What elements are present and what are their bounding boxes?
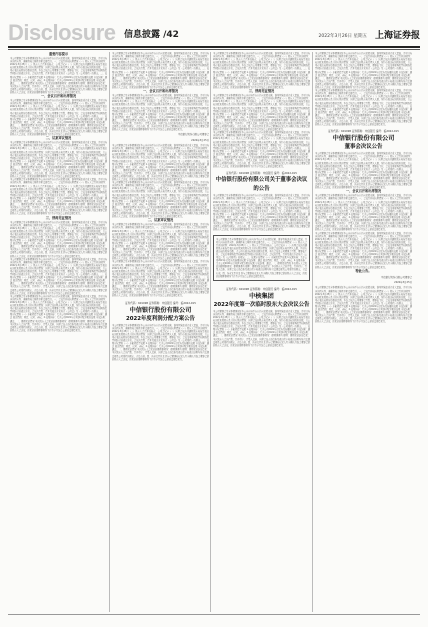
article-text: 本公司董事会及全体董事保证本公告内容不存在任何虚假记载、误导性陈述或者重大遗漏，并对其内容的真实性、准确性和完整性承担法律责任。一、会议召开和出席情况（一）股东大会召开的时间：2022年3月25日（二）股东大会召开的地点：公司会议室（三）出席会议的普通股股东和恢复表决权的优先股股东及其持有股份情况：出席会议的股东和代理人人数，所持有表决权的股份总数，占公司有表决权股份总数的比例。本次会议由公司董事会召集，董事长主持，会议采用现场投票和网络投票相结合的表决方式。会议的召集、召开及表决方式符合《公司法》及《公司章程》的规定。二、议案审议情况（一）非累积投票议案 1.议案名称：关于公司2021年度报告及摘要的议案 审议结果：通过 表决情况：同意、反对、弃权。2.议案名称：关于公司2021年度利润分配方案的议案 审议结果：通过。三、律师见证情况 本次股东大会见证的律师事务所：律师事务所 律师：律师见证结论意见：本次股东大会的召集、召开程序、召集人资格、出席会议人员资格及表决程序和表决结果均符合法律法规及公司章程的规定，合法有效。四、备查文件目录 经与会董事和记录人签字确认并加盖董事会章的股东大会决议；经见证的律师事务所主任签字并加盖公章的法律意见书。 bbox=[315, 89, 412, 127]
column-divider bbox=[109, 52, 110, 612]
section-heading: 三、律师见证情况 bbox=[248, 89, 275, 94]
announcement-code: 证券代码：601998 证券简称：中信银行 编号：临2022-015 bbox=[226, 172, 297, 176]
notice-box bbox=[213, 235, 310, 281]
article-text: 本公司董事会及全体董事保证本公告内容不存在任何虚假记载、误导性陈述或者重大遗漏，并对其内容的真实性、准确性和完整性承担法律责任。一、会议召开和出席情况（一）股东大会召开的时间：2022年3月25日（二）股东大会召开的地点：公司会议室（三）出席会议的普通股股东和恢复表决权的优先股股东及其持有股份情况：出席会议的股东和代理人人数，所持有表决权的股份总数，占公司有表决权股份总数的比例。本次会议由公司董事会召集，董事长主持，会议采用现场投票和网络投票相结合的表决方式。会议的召集、召开及表决方式符合《公司法》及《公司章程》的规定。二、议案审议情况（一）非累积投票议案 1.议案名称：关于公司2021年度报告及摘要的议案 审议结果：通过 表决情况：同意、反对、弃权。2.议案名称：关于公司2021年度利润分配方案的议案 审议结果：通过。三、律师见证情况 本次股东大会见证的律师事务所：律师事务所 律师：律师见证结论意见：本次股东大会的召集、召开程序、召集人资格、出席会议人员资格及表决程序和表决结果均符合法律法规及公司章程的规定，合法有效。四、备查文件目录 经与会董事和记录人签字确认并加盖董事会章的股东大会决议；经见证的律师事务所主任签字并加盖公章的法律意见书。 bbox=[315, 52, 412, 90]
masthead-rule-thin bbox=[8, 49, 420, 50]
column-4 bbox=[315, 52, 412, 612]
article-text: 本公司董事会及全体董事保证本公告内容不存在任何虚假记载、误导性陈述或者重大遗漏，并对其内容的真实性、准确性和完整性承担法律责任。一、会议召开和出席情况（一）股东大会召开的时间：2022年3月25日（二）股东大会召开的地点：公司会议室（三）出席会议的普通股股东和恢复表决权的优先股股东及其持有股份情况：出席会议的股东和代理人人数，所持有表决权的股份总数，占公司有表决权股份总数的比例。本次会议由公司董事会召集，董事长主持，会议采用现场投票和网络投票相结合的表决方式。会议的召集、召开及表决方式符合《公司法》及《公司章程》的规定。二、议案审议情况（一）非累积投票议案 1.议案名称：关于公司2021年度报告及摘要的议案 审议结果：通过 表决情况：同意、反对、弃权。2.议案名称：关于公司2021年度利润分配方案的议案 审议结果：通过。三、律师见证情况 本次股东大会见证的律师事务所：律师事务所 律师：律师见证结论意见：本次股东大会的召集、召开程序、召集人资格、出席会议人员资格及表决程序和表决结果均符合法律法规及公司章程的规定，合法有效。四、备查文件目录 经与会董事和记录人签字确认并加盖董事会章的股东大会决议；经见证的律师事务所主任签字并加盖公章的法律意见书。 bbox=[213, 94, 310, 132]
issue-date: 2022年3月26日 星期五 bbox=[318, 34, 367, 39]
article-text: 本公司董事会及全体董事保证本公告内容不存在任何虚假记载、误导性陈述或者重大遗漏，并对其内容的真实性、准确性和完整性承担法律责任。一、会议召开和出席情况（一）股东大会召开的时间：2022年3月25日（二）股东大会召开的地点：公司会议室（三）出席会议的普通股股东和恢复表决权的优先股股东及其持有股份情况：出席会议的股东和代理人人数，所持有表决权的股份总数，占公司有表决权股份总数的比例。本次会议由公司董事会召集，董事长主持，会议采用现场投票和网络投票相结合的表决方式。会议的召集、召开及表决方式符合《公司法》及《公司章程》的规定。二、议案审议情况（一）非累积投票议案 1.议案名称：关于公司2021年度报告及摘要的议案 审议结果：通过 表决情况：同意、反对、弃权。2.议案名称：关于公司2021年度利润分配方案的议案 审议结果：通过。三、律师见证情况 本次股东大会见证的律师事务所：律师事务所 律师：律师见证结论意见：本次股东大会的召集、召开程序、召集人资格、出席会议人员资格及表决程序和表决结果均符合法律法规及公司章程的规定，合法有效。四、备查文件目录 经与会董事和记录人签字确认并加盖董事会章的股东大会决议；经见证的律师事务所主任签字并加盖公章的法律意见书。 bbox=[315, 231, 412, 269]
article-text: 本公司董事会及全体董事保证本公告内容不存在任何虚假记载、误导性陈述或者重大遗漏，并对其内容的真实性、准确性和完整性承担法律责任。一、会议召开和出席情况（一）股东大会召开的时间：2022年3月25日（二）股东大会召开的地点：公司会议室（三）出席会议的普通股股东和恢复表决权的优先股股东及其持有股份情况：出席会议的股东和代理人人数，所持有表决权的股份总数，占公司有表决权股份总数的比例。本次会议由公司董事会召集，董事长主持，会议采用现场投票和网络投票相结合的表决方式。会议的召集、召开及表决方式符合《公司法》及《公司章程》的规定。二、议案审议情况（一）非累积投票议案 1.议案名称：关于公司2021年度报告及摘要的议案 审议结果：通过 表决情况：同意、反对、弃权。2.议案名称：关于公司2021年度利润分配方案的议案 审议结果：通过。三、律师见证情况 本次股东大会见证的律师事务所：律师事务所 律师：律师见证结论意见：本次股东大会的召集、召开程序、召集人资格、出席会议人员资格及表决程序和表决结果均符合法律法规及公司章程的规定，合法有效。四、备查文件目录 经与会董事和记录人签字确认并加盖董事会章的股东大会决议；经见证的律师事务所主任签字并加盖公章的法律意见书。 bbox=[10, 178, 107, 216]
article-text: 本公司董事会及全体董事保证本公告内容不存在任何虚假记载、误导性陈述或者重大遗漏，并对其内容的真实性、准确性和完整性承担法律责任。一、会议召开和出席情况（一）股东大会召开的时间：2022年3月25日（二）股东大会召开的地点：公司会议室（三）出席会议的普通股股东和恢复表决权的优先股股东及其持有股份情况：出席会议的股东和代理人人数，所持有表决权的股份总数，占公司有表决权股份总数的比例。本次会议由公司董事会召集，董事长主持，会议采用现场投票和网络投票相结合的表决方式。会议的召集、召开及表决方式符合《公司法》及《公司章程》的规定。二、议案审议情况（一）非累积投票议案 1.议案名称：关于公司2021年度报告及摘要的议案 审议结果：通过 表决情况：同意、反对、弃权。2.议案名称：关于公司2021年度利润分配方案的议案 审议结果：通过。三、律师见证情况 本次股东大会见证的律师事务所：律师事务所 律师：律师见证结论意见：本次股东大会的召集、召开程序、召集人资格、出席会议人员资格及表决程序和表决结果均符合法律法规及公司章程的规定，合法有效。四、备查文件目录 经与会董事和记录人签字确认并加盖董事会章的股东大会决议；经见证的律师事务所主任签字并加盖公章的法律意见书。 bbox=[112, 223, 209, 261]
announcement-code: 证券代码：601998 证券简称：中信银行 编号：临2022-015 bbox=[226, 287, 297, 291]
column-1 bbox=[10, 52, 107, 612]
article-text: 本公司董事会及全体董事保证本公告内容不存在任何虚假记载、误导性陈述或者重大遗漏，并对其内容的真实性、准确性和完整性承担法律责任。一、会议召开和出席情况（一）股东大会召开的时间：2022年3月25日（二）股东大会召开的地点：公司会议室（三）出席会议的普通股股东和恢复表决权的优先股股东及其持有股份情况：出席会议的股东和代理人人数，所持有表决权的股份总数，占公司有表决权股份总数的比例。本次会议由公司董事会召集，董事长主持，会议采用现场投票和网络投票相结合的表决方式。会议的召集、召开及表决方式符合《公司法》及《公司章程》的规定。二、议案审议情况（一）非累积投票议案 1.议案名称：关于公司2021年度报告及摘要的议案 审议结果：通过 表决情况：同意、反对、弃权。2.议案名称：关于公司2021年度利润分配方案的议案 审议结果：通过。三、律师见证情况 本次股东大会见证的律师事务所：律师事务所 律师：律师见证结论意见：本次股东大会的召集、召开程序、召集人资格、出席会议人员资格及表决程序和表决结果均符合法律法规及公司章程的规定，合法有效。四、备查文件目录 经与会董事和记录人签字确认并加盖董事会章的股东大会决议；经见证的律师事务所主任签字并加盖公章的法律意见书。 bbox=[315, 152, 412, 190]
article-text: 本公司董事会及全体董事保证本公告内容不存在任何虚假记载、误导性陈述或者重大遗漏，并对其内容的真实性、准确性和完整性承担法律责任。一、会议召开和出席情况（一）股东大会召开的时间：2022年3月25日（二）股东大会召开的地点：公司会议室（三）出席会议的普通股股东和恢复表决权的优先股股东及其持有股份情况：出席会议的股东和代理人人数，所持有表决权的股份总数，占公司有表决权股份总数的比例。本次会议由公司董事会召集，董事长主持，会议采用现场投票和网络投票相结合的表决方式。会议的召集、召开及表决方式符合《公司法》及《公司章程》的规定。二、议案审议情况（一）非累积投票议案 1.议案名称：关于公司2021年度报告及摘要的议案 审议结果：通过 表决情况：同意、反对、弃权。2.议案名称：关于公司2021年度利润分配方案的议案 审议结果：通过。三、律师见证情况 本次股东大会见证的律师事务所：律师事务所 律师：律师见证结论意见：本次股东大会的召集、召开程序、召集人资格、出席会议人员资格及表决程序和表决结果均符合法律法规及公司章程的规定，合法有效。四、备查文件目录 经与会董事和记录人签字确认并加盖董事会章的股东大会决议；经见证的律师事务所主任签字并加盖公章的法律意见书。 bbox=[10, 294, 107, 332]
column-divider bbox=[210, 52, 211, 612]
column-2 bbox=[112, 52, 209, 612]
article-text: 本公司董事会及全体董事保证本公告内容不存在任何虚假记载、误导性陈述或者重大遗漏，并对其内容的真实性、准确性和完整性承担法律责任。一、会议召开和出席情况（一）股东大会召开的时间：2022年3月25日（二）股东大会召开的地点：公司会议室（三）出席会议的普通股股东和恢复表决权的优先股股东及其持有股份情况：出席会议的股东和代理人人数，所持有表决权的股份总数，占公司有表决权股份总数的比例。本次会议由公司董事会召集，董事长主持，会议采用现场投票和网络投票相结合的表决方式。会议的召集、召开及表决方式符合《公司法》及《公司章程》的规定。二、议案审议情况（一）非累积投票议案 1.议案名称：关于公司2021年度报告及摘要的议案 审议结果：通过 表决情况：同意、反对、弃权。2.议案名称：关于公司2021年度利润分配方案的议案 审议结果：通过。三、律师见证情况 本次股东大会见证的律师事务所：律师事务所 律师：律师见证结论意见：本次股东大会的召集、召开程序、召集人资格、出席会议人员资格及表决程序和表决结果均符合法律法规及公司章程的规定，合法有效。四、备查文件目录 经与会董事和记录人签字确认并加盖董事会章的股东大会决议；经见证的律师事务所主任签字并加盖公章的法律意见书。 bbox=[112, 260, 209, 298]
article-text: 本公司董事会及全体董事保证本公告内容不存在任何虚假记载、误导性陈述或者重大遗漏，并对其内容的真实性、准确性和完整性承担法律责任。一、会议召开和出席情况（一）股东大会召开的时间：2022年3月25日（二）股东大会召开的地点：公司会议室（三）出席会议的普通股股东和恢复表决权的优先股股东及其持有股份情况：出席会议的股东和代理人人数，所持有表决权的股份总数，占公司有表决权股份总数的比例。本次会议由公司董事会召集，董事长主持，会议采用现场投票和网络投票相结合的表决方式。会议的召集、召开及表决方式符合《公司法》及《公司章程》的规定。二、议案审议情况（一）非累积投票议案 1.议案名称：关于公司2021年度报告及摘要的议案 审议结果：通过 表决情况：同意、反对、弃权。2.议案名称：关于公司2021年度利润分配方案的议案 审议结果：通过。三、律师见证情况 本次股东大会见证的律师事务所：律师事务所 律师：律师见证结论意见：本次股东大会的召集、召开程序、召集人资格、出席会议人员资格及表决程序和表决结果均符合法律法规及公司章程的规定，合法有效。四、备查文件目录 经与会董事和记录人签字确认并加盖董事会章的股东大会决议；经见证的律师事务所主任签字并加盖公章的法律意见书。 bbox=[112, 94, 209, 132]
signature-date: 2022年3月25日 bbox=[394, 281, 412, 285]
announcement-code: 证券代码：601998 证券简称：中信银行 编号：临2022-015 bbox=[125, 301, 196, 305]
article-text: 本公司董事会及全体董事保证本公告内容不存在任何虚假记载、误导性陈述或者重大遗漏，并对其内容的真实性、准确性和完整性承担法律责任。一、会议召开和出席情况（一）股东大会召开的时间：2022年3月25日（二）股东大会召开的地点：公司会议室（三）出席会议的普通股股东和恢复表决权的优先股股东及其持有股份情况：出席会议的股东和代理人人数，所持有表决权的股份总数，占公司有表决权股份总数的比例。本次会议由公司董事会召集，董事长主持，会议采用现场投票和网络投票相结合的表决方式。会议的召集、召开及表决方式符合《公司法》及《公司章程》的规定。二、议案审议情况（一）非累积投票议案 1.议案名称：关于公司2021年度报告及摘要的议案 审议结果：通过 表决情况：同意、反对、弃权。2.议案名称：关于公司2021年度利润分配方案的议案 审议结果：通过。三、律师见证情况 本次股东大会见证的律师事务所：律师事务所 律师：律师见证结论意见：本次股东大会的召集、召开程序、召集人资格、出席会议人员资格及表决程序和表决结果均符合法律法规及公司章程的规定，合法有效。四、备查文件目录 经与会董事和记录人签字确认并加盖董事会章的股东大会决议；经见证的律师事务所主任签字并加盖公章的法律意见书。 bbox=[216, 237, 307, 278]
announcement-title: 中信银行股份有限公司 bbox=[332, 135, 395, 143]
column-divider bbox=[312, 52, 313, 612]
article-text: 本公司董事会及全体董事保证本公告内容不存在任何虚假记载、误导性陈述或者重大遗漏，并对其内容的真实性、准确性和完整性承担法律责任。一、会议召开和出席情况（一）股东大会召开的时间：2022年3月25日（二）股东大会召开的地点：公司会议室（三）出席会议的普通股股东和恢复表决权的优先股股东及其持有股份情况：出席会议的股东和代理人人数，所持有表决权的股份总数，占公司有表决权股份总数的比例。本次会议由公司董事会召集，董事长主持，会议采用现场投票和网络投票相结合的表决方式。会议的召集、召开及表决方式符合《公司法》及《公司章程》的规定。二、议案审议情况（一）非累积投票议案 1.议案名称：关于公司2021年度报告及摘要的议案 审议结果：通过 表决情况：同意、反对、弃权。2.议案名称：关于公司2021年度利润分配方案的议案 审议结果：通过。三、律师见证情况 本次股东大会见证的律师事务所：律师事务所 律师：律师见证结论意见：本次股东大会的召集、召开程序、召集人资格、出席会议人员资格及表决程序和表决结果均符合法律法规及公司章程的规定，合法有效。四、备查文件目录 经与会董事和记录人签字确认并加盖董事会章的股东大会决议；经见证的律师事务所主任签字并加盖公章的法律意见书。 bbox=[10, 141, 107, 179]
article-text: 本公司董事会及全体董事保证本公告内容不存在任何虚假记载、误导性陈述或者重大遗漏，并对其内容的真实性、准确性和完整性承担法律责任。一、会议召开和出席情况（一）股东大会召开的时间：2022年3月25日（二）股东大会召开的地点：公司会议室（三）出席会议的普通股股东和恢复表决权的优先股股东及其持有股份情况：出席会议的股东和代理人人数，所持有表决权的股份总数，占公司有表决权股份总数的比例。本次会议由公司董事会召集，董事长主持，会议采用现场投票和网络投票相结合的表决方式。会议的召集、召开及表决方式符合《公司法》及《公司章程》的规定。二、议案审议情况（一）非累积投票议案 1.议案名称：关于公司2021年度报告及摘要的议案 审议结果：通过 表决情况：同意、反对、弃权。2.议案名称：关于公司2021年度利润分配方案的议案 审议结果：通过。三、律师见证情况 本次股东大会见证的律师事务所：律师事务所 律师：律师见证结论意见：本次股东大会的召集、召开程序、召集人资格、出席会议人员资格及表决程序和表决结果均符合法律法规及公司章程的规定，合法有效。四、备查文件目录 经与会董事和记录人签字确认并加盖董事会章的股东大会决议；经见证的律师事务所主任签字并加盖公章的法律意见书。 bbox=[213, 131, 310, 169]
article-text: 本公司董事会及全体董事保证本公告内容不存在任何虚假记载、误导性陈述或者重大遗漏，并对其内容的真实性、准确性和完整性承担法律责任。一、会议召开和出席情况（一）股东大会召开的时间：2022年3月25日（二）股东大会召开的地点：公司会议室（三）出席会议的普通股股东和恢复表决权的优先股股东及其持有股份情况：出席会议的股东和代理人人数，所持有表决权的股份总数，占公司有表决权股份总数的比例。本次会议由公司董事会召集，董事长主持，会议采用现场投票和网络投票相结合的表决方式。会议的召集、召开及表决方式符合《公司法》及《公司章程》的规定。二、议案审议情况（一）非累积投票议案 1.议案名称：关于公司2021年度报告及摘要的议案 审议结果：通过 表决情况：同意、反对、弃权。2.议案名称：关于公司2021年度利润分配方案的议案 审议结果：通过。三、律师见证情况 本次股东大会见证的律师事务所：律师事务所 律师：律师见证结论意见：本次股东大会的召集、召开程序、召集人资格、出席会议人员资格及表决程序和表决结果均符合法律法规及公司章程的规定，合法有效。四、备查文件目录 经与会董事和记录人签字确认并加盖董事会章的股东大会决议；经见证的律师事务所主任签字并加盖公章的法律意见书。 bbox=[10, 257, 107, 295]
article-text: 本公司董事会及全体董事保证本公告内容不存在任何虚假记载、误导性陈述或者重大遗漏，并对其内容的真实性、准确性和完整性承担法律责任。一、会议召开和出席情况（一）股东大会召开的时间：2022年3月25日（二）股东大会召开的地点：公司会议室（三）出席会议的普通股股东和恢复表决权的优先股股东及其持有股份情况：出席会议的股东和代理人人数，所持有表决权的股份总数，占公司有表决权股份总数的比例。本次会议由公司董事会召集，董事长主持，会议采用现场投票和网络投票相结合的表决方式。会议的召集、召开及表决方式符合《公司法》及《公司章程》的规定。二、议案审议情况（一）非累积投票议案 1.议案名称：关于公司2021年度报告及摘要的议案 审议结果：通过 表决情况：同意、反对、弃权。2.议案名称：关于公司2021年度利润分配方案的议案 审议结果：通过。三、律师见证情况 本次股东大会见证的律师事务所：律师事务所 律师：律师见证结论意见：本次股东大会的召集、召开程序、召集人资格、出席会议人员资格及表决程序和表决结果均符合法律法规及公司章程的规定，合法有效。四、备查文件目录 经与会董事和记录人签字确认并加盖董事会章的股东大会决议；经见证的律师事务所主任签字并加盖公章的法律意见书。 bbox=[315, 286, 412, 324]
section-heading: 一、会议召开和出席情况 bbox=[142, 89, 179, 94]
section-heading: 二、议案审议情况 bbox=[147, 218, 174, 223]
article-text: 本公司董事会及全体董事保证本公告内容不存在任何虚假记载、误导性陈述或者重大遗漏，并对其内容的真实性、准确性和完整性承担法律责任。一、会议召开和出席情况（一）股东大会召开的时间：2022年3月25日（二）股东大会召开的地点：公司会议室（三）出席会议的普通股股东和恢复表决权的优先股股东及其持有股份情况：出席会议的股东和代理人人数，所持有表决权的股份总数，占公司有表决权股份总数的比例。本次会议由公司董事会召集，董事长主持，会议采用现场投票和网络投票相结合的表决方式。会议的召集、召开及表决方式符合《公司法》及《公司章程》的规定。二、议案审议情况（一）非累积投票议案 1.议案名称：关于公司2021年度报告及摘要的议案 审议结果：通过 表决情况：同意、反对、弃权。2.议案名称：关于公司2021年度利润分配方案的议案 审议结果：通过。三、律师见证情况 本次股东大会见证的律师事务所：律师事务所 律师：律师见证结论意见：本次股东大会的召集、召开程序、召集人资格、出席会议人员资格及表决程序和表决结果均符合法律法规及公司章程的规定，合法有效。四、备查文件目录 经与会董事和记录人签字确认并加盖董事会章的股东大会决议；经见证的律师事务所主任签字并加盖公章的法律意见书。 bbox=[213, 309, 310, 347]
article-text: 本公司董事会及全体董事保证本公告内容不存在任何虚假记载、误导性陈述或者重大遗漏，并对其内容的真实性、准确性和完整性承担法律责任。一、会议召开和出席情况（一）股东大会召开的时间：2022年3月25日（二）股东大会召开的地点：公司会议室（三）出席会议的普通股股东和恢复表决权的优先股股东及其持有股份情况：出席会议的股东和代理人人数，所持有表决权的股份总数，占公司有表决权股份总数的比例。本次会议由公司董事会召集，董事长主持，会议采用现场投票和网络投票相结合的表决方式。会议的召集、召开及表决方式符合《公司法》及《公司章程》的规定。二、议案审议情况（一）非累积投票议案 1.议案名称：关于公司2021年度报告及摘要的议案 审议结果：通过 表决情况：同意、反对、弃权。2.议案名称：关于公司2021年度利润分配方案的议案 审议结果：通过。三、律师见证情况 本次股东大会见证的律师事务所：律师事务所 律师：律师见证结论意见：本次股东大会的召集、召开程序、召集人资格、出席会议人员资格及表决程序和表决结果均符合法律法规及公司章程的规定，合法有效。四、备查文件目录 经与会董事和记录人签字确认并加盖董事会章的股东大会决议；经见证的律师事务所主任签字并加盖公章的法律意见书。 bbox=[213, 194, 310, 232]
article-text: 本公司董事会及全体董事保证本公告内容不存在任何虚假记载、误导性陈述或者重大遗漏，并对其内容的真实性、准确性和完整性承担法律责任。一、会议召开和出席情况（一）股东大会召开的时间：2022年3月25日（二）股东大会召开的地点：公司会议室（三）出席会议的普通股股东和恢复表决权的优先股股东及其持有股份情况：出席会议的股东和代理人人数，所持有表决权的股份总数，占公司有表决权股份总数的比例。本次会议由公司董事会召集，董事长主持，会议采用现场投票和网络投票相结合的表决方式。会议的召集、召开及表决方式符合《公司法》及《公司章程》的规定。二、议案审议情况（一）非累积投票议案 1.议案名称：关于公司2021年度报告及摘要的议案 审议结果：通过 表决情况：同意、反对、弃权。2.议案名称：关于公司2021年度利润分配方案的议案 审议结果：通过。三、律师见证情况 本次股东大会见证的律师事务所：律师事务所 律师：律师见证结论意见：本次股东大会的召集、召开程序、召集人资格、出席会议人员资格及表决程序和表决结果均符合法律法规及公司章程的规定，合法有效。四、备查文件目录 经与会董事和记录人签字确认并加盖董事会章的股东大会决议；经见证的律师事务所主任签字并加盖公章的法律意见书。 bbox=[315, 194, 412, 232]
newspaper-name: 上海证券报 bbox=[374, 31, 420, 41]
announcement-title: 中核集团 bbox=[249, 292, 274, 300]
signature: 中信银行股份有限公司董事会 bbox=[177, 133, 209, 137]
article-text: 本公司董事会及全体董事保证本公告内容不存在任何虚假记载、误导性陈述或者重大遗漏，并对其内容的真实性、准确性和完整性承担法律责任。一、会议召开和出席情况（一）股东大会召开的时间：2022年3月25日（二）股东大会召开的地点：公司会议室（三）出席会议的普通股股东和恢复表决权的优先股股东及其持有股份情况：出席会议的股东和代理人人数，所持有表决权的股份总数，占公司有表决权股份总数的比例。本次会议由公司董事会召集，董事长主持，会议采用现场投票和网络投票相结合的表决方式。会议的召集、召开及表决方式符合《公司法》及《公司章程》的规定。二、议案审议情况（一）非累积投票议案 1.议案名称：关于公司2021年度报告及摘要的议案 审议结果：通过 表决情况：同意、反对、弃权。2.议案名称：关于公司2021年度利润分配方案的议案 审议结果：通过。三、律师见证情况 本次股东大会见证的律师事务所：律师事务所 律师：律师见证结论意见：本次股东大会的召集、召开程序、召集人资格、出席会议人员资格及表决程序和表决结果均符合法律法规及公司章程的规定，合法有效。四、备查文件目录 经与会董事和记录人签字确认并加盖董事会章的股东大会决议；经见证的律师事务所主任签字并加盖公章的法律意见书。 bbox=[112, 144, 209, 182]
section-title: 信息披露 /42 bbox=[124, 30, 179, 40]
disclosure-logo: Disclosure bbox=[8, 22, 116, 44]
section-heading: 三、律师见证情况 bbox=[45, 215, 72, 220]
signature-date: 2022年3月25日 bbox=[191, 138, 209, 142]
announcement-title: 中信银行股份有限公司关于董事会决议的公告 bbox=[215, 177, 308, 193]
article-text: 本公司董事会及全体董事保证本公告内容不存在任何虚假记载、误导性陈述或者重大遗漏，并对其内容的真实性、准确性和完整性承担法律责任。一、会议召开和出席情况（一）股东大会召开的时间：2022年3月25日（二）股东大会召开的地点：公司会议室（三）出席会议的普通股股东和恢复表决权的优先股股东及其持有股份情况：出席会议的股东和代理人人数，所持有表决权的股份总数，占公司有表决权股份总数的比例。本次会议由公司董事会召集，董事长主持，会议采用现场投票和网络投票相结合的表决方式。会议的召集、召开及表决方式符合《公司法》及《公司章程》的规定。二、议案审议情况（一）非累积投票议案 1.议案名称：关于公司2021年度报告及摘要的议案 审议结果：通过 表决情况：同意、反对、弃权。2.议案名称：关于公司2021年度利润分配方案的议案 审议结果：通过。三、律师见证情况 本次股东大会见证的律师事务所：律师事务所 律师：律师见证结论意见：本次股东大会的召集、召开程序、召集人资格、出席会议人员资格及表决程序和表决结果均符合法律法规及公司章程的规定，合法有效。四、备查文件目录 经与会董事和记录人签字确认并加盖董事会章的股东大会决议；经见证的律师事务所主任签字并加盖公章的法律意见书。 bbox=[10, 99, 107, 137]
masthead bbox=[8, 18, 420, 44]
article-text: 本公司董事会及全体董事保证本公告内容不存在任何虚假记载、误导性陈述或者重大遗漏，并对其内容的真实性、准确性和完整性承担法律责任。一、会议召开和出席情况（一）股东大会召开的时间：2022年3月25日（二）股东大会召开的地点：公司会议室（三）出席会议的普通股股东和恢复表决权的优先股股东及其持有股份情况：出席会议的股东和代理人人数，所持有表决权的股份总数，占公司有表决权股份总数的比例。本次会议由公司董事会召集，董事长主持，会议采用现场投票和网络投票相结合的表决方式。会议的召集、召开及表决方式符合《公司法》及《公司章程》的规定。二、议案审议情况（一）非累积投票议案 1.议案名称：关于公司2021年度报告及摘要的议案 审议结果：通过 表决情况：同意、反对、弃权。2.议案名称：关于公司2021年度利润分配方案的议案 审议结果：通过。三、律师见证情况 本次股东大会见证的律师事务所：律师事务所 律师：律师见证结论意见：本次股东大会的召集、召开程序、召集人资格、出席会议人员资格及表决程序和表决结果均符合法律法规及公司章程的规定，合法有效。四、备查文件目录 经与会董事和记录人签字确认并加盖董事会章的股东大会决议；经见证的律师事务所主任签字并加盖公章的法律意见书。 bbox=[10, 220, 107, 258]
section-heading: 一、会议召开和出席情况 bbox=[345, 189, 382, 194]
announcement-title: 董事会决议公告 bbox=[344, 144, 383, 151]
announcement-code: 证券代码：601998 证券简称：中信银行 编号：临2022-015 bbox=[328, 130, 399, 134]
column-3 bbox=[213, 52, 310, 612]
announcement-title: 中信银行股份有限公司 bbox=[129, 306, 192, 314]
article-text: 本公司董事会及全体董事保证本公告内容不存在任何虚假记载、误导性陈述或者重大遗漏，并对其内容的真实性、准确性和完整性承担法律责任。一、会议召开和出席情况（一）股东大会召开的时间：2022年3月25日（二）股东大会召开的地点：公司会议室（三）出席会议的普通股股东和恢复表决权的优先股股东及其持有股份情况：出席会议的股东和代理人人数，所持有表决权的股份总数，占公司有表决权股份总数的比例。本次会议由公司董事会召集，董事长主持，会议采用现场投票和网络投票相结合的表决方式。会议的召集、召开及表决方式符合《公司法》及《公司章程》的规定。二、议案审议情况（一）非累积投票议案 1.议案名称：关于公司2021年度报告及摘要的议案 审议结果：通过 表决情况：同意、反对、弃权。2.议案名称：关于公司2021年度利润分配方案的议案 审议结果：通过。三、律师见证情况 本次股东大会见证的律师事务所：律师事务所 律师：律师见证结论意见：本次股东大会的召集、召开程序、召集人资格、出席会议人员资格及表决程序和表决结果均符合法律法规及公司章程的规定，合法有效。四、备查文件目录 经与会董事和记录人签字确认并加盖董事会章的股东大会决议；经见证的律师事务所主任签字并加盖公章的法律意见书。 bbox=[112, 52, 209, 90]
footer-rule bbox=[8, 614, 420, 615]
article-text: 本公司董事会及全体董事保证本公告内容不存在任何虚假记载、误导性陈述或者重大遗漏，并对其内容的真实性、准确性和完整性承担法律责任。一、会议召开和出席情况（一）股东大会召开的时间：2022年3月25日（二）股东大会召开的地点：公司会议室（三）出席会议的普通股股东和恢复表决权的优先股股东及其持有股份情况：出席会议的股东和代理人人数，所持有表决权的股份总数，占公司有表决权股份总数的比例。本次会议由公司董事会召集，董事长主持，会议采用现场投票和网络投票相结合的表决方式。会议的召集、召开及表决方式符合《公司法》及《公司章程》的规定。二、议案审议情况（一）非累积投票议案 1.议案名称：关于公司2021年度报告及摘要的议案 审议结果：通过 表决情况：同意、反对、弃权。2.议案名称：关于公司2021年度利润分配方案的议案 审议结果：通过。三、律师见证情况 本次股东大会见证的律师事务所：律师事务所 律师：律师见证结论意见：本次股东大会的召集、召开程序、召集人资格、出席会议人员资格及表决程序和表决结果均符合法律法规及公司章程的规定，合法有效。四、备查文件目录 经与会董事和记录人签字确认并加盖董事会章的股东大会决议；经见证的律师事务所主任签字并加盖公章的法律意见书。 bbox=[112, 181, 209, 219]
section-heading: 一、会议召开和出席情况 bbox=[40, 94, 77, 99]
article-text: 本公司董事会及全体董事保证本公告内容不存在任何虚假记载、误导性陈述或者重大遗漏，并对其内容的真实性、准确性和完整性承担法律责任。一、会议召开和出席情况（一）股东大会召开的时间：2022年3月25日（二）股东大会召开的地点：公司会议室（三）出席会议的普通股股东和恢复表决权的优先股股东及其持有股份情况：出席会议的股东和代理人人数，所持有表决权的股份总数，占公司有表决权股份总数的比例。本次会议由公司董事会召集，董事长主持，会议采用现场投票和网络投票相结合的表决方式。会议的召集、召开及表决方式符合《公司法》及《公司章程》的规定。二、议案审议情况（一）非累积投票议案 1.议案名称：关于公司2021年度报告及摘要的议案 审议结果：通过 表决情况：同意、反对、弃权。2.议案名称：关于公司2021年度利润分配方案的议案 审议结果：通过。三、律师见证情况 本次股东大会见证的律师事务所：律师事务所 律师：律师见证结论意见：本次股东大会的召集、召开程序、召集人资格、出席会议人员资格及表决程序和表决结果均符合法律法规及公司章程的规定，合法有效。四、备查文件目录 经与会董事和记录人签字确认并加盖董事会章的股东大会决议；经见证的律师事务所主任签字并加盖公章的法律意见书。 bbox=[112, 323, 209, 361]
signature: 中信银行股份有限公司董事会 bbox=[380, 275, 412, 279]
section-heading: 二、议案审议情况 bbox=[45, 136, 72, 141]
announcement-title: 2022年度利润分配方案公告 bbox=[126, 315, 195, 322]
section-heading: 重要内容提示 bbox=[48, 52, 69, 56]
announcement-title: 2022年度第一次临时股东大会决议公告 bbox=[213, 301, 310, 308]
article-text: 本公司董事会及全体董事保证本公告内容不存在任何虚假记载、误导性陈述或者重大遗漏，并对其内容的真实性、准确性和完整性承担法律责任。一、会议召开和出席情况（一）股东大会召开的时间：2022年3月25日（二）股东大会召开的地点：公司会议室（三）出席会议的普通股股东和恢复表决权的优先股股东及其持有股份情况：出席会议的股东和代理人人数，所持有表决权的股份总数，占公司有表决权股份总数的比例。本次会议由公司董事会召集，董事长主持，会议采用现场投票和网络投票相结合的表决方式。会议的召集、召开及表决方式符合《公司法》及《公司章程》的规定。二、议案审议情况（一）非累积投票议案 1.议案名称：关于公司2021年度报告及摘要的议案 审议结果：通过 表决情况：同意、反对、弃权。2.议案名称：关于公司2021年度利润分配方案的议案 审议结果：通过。三、律师见证情况 本次股东大会见证的律师事务所：律师事务所 律师：律师见证结论意见：本次股东大会的召集、召开程序、召集人资格、出席会议人员资格及表决程序和表决结果均符合法律法规及公司章程的规定，合法有效。四、备查文件目录 经与会董事和记录人签字确认并加盖董事会章的股东大会决议；经见证的律师事务所主任签字并加盖公章的法律意见书。 bbox=[213, 52, 310, 90]
masthead-rule bbox=[8, 46, 420, 48]
section-heading: 特此公告。 bbox=[355, 268, 372, 273]
article-text: 本公司董事会及全体董事保证本公告内容不存在任何虚假记载、误导性陈述或者重大遗漏，并对其内容的真实性、准确性和完整性承担法律责任。一、会议召开和出席情况（一）股东大会召开的时间：2022年3月25日（二）股东大会召开的地点：公司会议室（三）出席会议的普通股股东和恢复表决权的优先股股东及其持有股份情况：出席会议的股东和代理人人数，所持有表决权的股份总数，占公司有表决权股份总数的比例。本次会议由公司董事会召集，董事长主持，会议采用现场投票和网络投票相结合的表决方式。会议的召集、召开及表决方式符合《公司法》及《公司章程》的规定。二、议案审议情况（一）非累积投票议案 1.议案名称：关于公司2021年度报告及摘要的议案 审议结果：通过 表决情况：同意、反对、弃权。2.议案名称：关于公司2021年度利润分配方案的议案 审议结果：通过。三、律师见证情况 本次股东大会见证的律师事务所：律师事务所 律师：律师见证结论意见：本次股东大会的召集、召开程序、召集人资格、出席会议人员资格及表决程序和表决结果均符合法律法规及公司章程的规定，合法有效。四、备查文件目录 经与会董事和记录人签字确认并加盖董事会章的股东大会决议；经见证的律师事务所主任签字并加盖公章的法律意见书。 bbox=[10, 57, 107, 95]
